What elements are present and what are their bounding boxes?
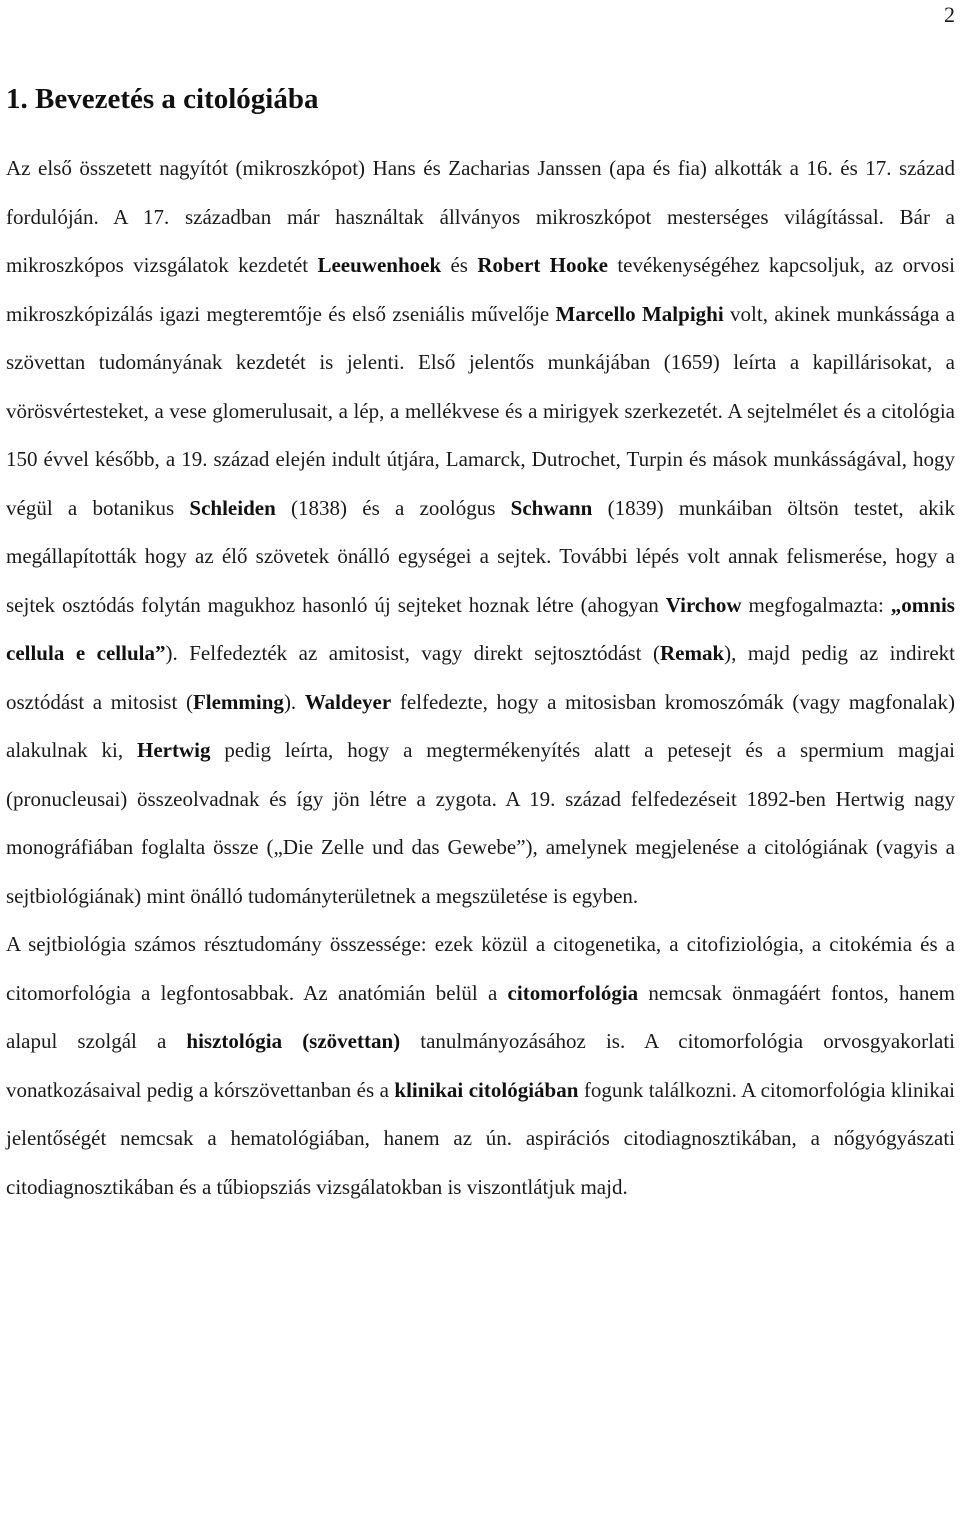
name-flemming: Flemming <box>192 689 284 714</box>
paragraph-history <box>6 144 955 920</box>
text-run: megfogalmazta: <box>741 592 891 617</box>
name-leeuwenhoek: Leeuwenhoek <box>317 253 442 277</box>
text-run: A sejtbiológia számos résztudomány összessége: ezek közül a citogenetika, a citofiziológia, a citokémia és a citomorfológia a legfontosabbak. Az anatómián belül a <box>6 932 955 1005</box>
section-heading: 1. Bevezetés a citológiába <box>6 83 319 115</box>
text-run: felfedezte, hogy a mitosisban kromoszómák (vagy magfonalak) alakulnak ki, <box>6 689 955 762</box>
name-remak: Remak <box>659 641 725 665</box>
text-run: ). <box>283 689 305 714</box>
paragraph-subdisciplines <box>6 920 955 1211</box>
text-run: volt, akinek munkássága a szövettan tudományának kezdetét is jelenti. Első jelentős munkájában (1659) leírta a kapillárisokat, a vörösvértesteket, a vese glomerulusait, a lép, a mellékvese és a mirigyek szerkezetét. A sejtelmélet és a citológia 150 évvel később, a 19. század elején indult útjára, Lamarck, Dutrochet, Turpin és mások munkásságával, hogy végül a botanikus <box>6 301 955 520</box>
term-hisztologia: hisztológia (szövettan) <box>186 1029 401 1053</box>
text-run: (1839) munkáiban öltsön testet, akik megállapították hogy az élő szövetek önálló egységei a sejtek. További lépés volt annak felismerése, hogy a sejtek osztódás folytán magukhoz hasonló új sejteket hoznak létre (ahogyan <box>6 495 955 617</box>
name-schleiden: Schleiden <box>189 495 276 520</box>
text-run: Az első összetett nagyítót (mikroszkópot) Hans és Zacharias Janssen (apa és fia) alkották a 16. és 17. század fordulóján. A 17. században már használtak állványos mikroszkópot mesterséges világítással. Bár a mikroszkópos vizsgálatok kezdetét <box>6 156 955 277</box>
name-marcello-malpighi: Marcello Malpighi <box>555 301 724 326</box>
text-run: (1838) és a zoológus <box>275 495 511 520</box>
name-waldeyer: Waldeyer <box>304 689 392 714</box>
body-text <box>6 144 955 1211</box>
text-run: ), majd pedig az indirekt osztódást a mitosist ( <box>6 641 955 714</box>
text-run: tanulmányozásához is. A citomorfológia orvosgyakorlati vonatkozásaival pedig a kórszövettanban és a <box>6 1029 955 1102</box>
name-schwann: Schwann <box>510 495 593 520</box>
page-number: 2 <box>944 2 955 27</box>
text-run: fogunk találkozni. A citomorfológia klinikai jelentőségét nemcsak a hematológiában, hanem az ún. aspirációs citodiagnosztikában, a nőgyógyászati citodiagnosztikában és a tűbiopsziás vizsgálatokban is viszontlátjuk majd. <box>6 1077 956 1199</box>
text-run: nemcsak önmagáért fontos, hanem alapul szolgál a <box>6 980 955 1053</box>
name-robert-hooke: Robert Hooke <box>477 253 608 277</box>
text-run: pedig leírta, hogy a megtermékenyítés alatt a petesejt és a spermium magjai (pronucleusai) összeolvadnak és így jön létre a zygota. A 19. század felfedezéseit 1892-ben Hertwig nagy monográfiában foglalta össze („Die Zelle und das Gewebe”), amelynek megjelenése a citológiának (vagyis a sejtbiológiának) mint önálló tudományterületnek a megszületése is egyben. <box>6 738 956 908</box>
text-run: tevékenységéhez kapcsoljuk, az orvosi mikroszkópizálás igazi megteremtője és első zseniális művelője <box>6 253 955 326</box>
term-klinikai-citologia: klinikai citológiában <box>394 1077 579 1102</box>
text-run: és <box>441 253 478 277</box>
term-citomorfologia: citomorfológia <box>507 980 639 1005</box>
name-virchow: Virchow <box>665 592 742 617</box>
text-run: ). Felfedezték az amitosist, vagy direkt sejtosztódást ( <box>165 641 660 665</box>
quote-omnis-cellula: „omnis cellula e cellula” <box>6 592 955 665</box>
name-hertwig: Hertwig <box>137 738 211 762</box>
